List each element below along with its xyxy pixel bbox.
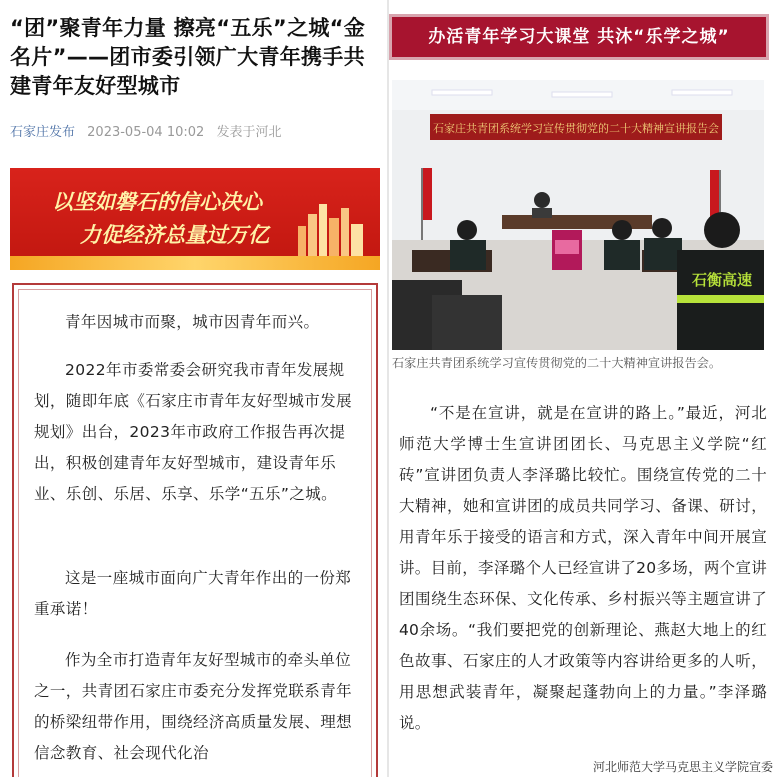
paragraph: 青年因城市而聚，城市因青年而兴。 <box>65 313 320 331</box>
paragraph: 作为全市打造青年友好型城市的牵头单位之一，共青团石家庄市委充分发挥党联系青年的桥梁纽带作用，围绕经济高质量发展、理想信念教育、社会现代化治 <box>34 651 353 762</box>
banner-line-2: 力促经济总量过万亿 <box>80 223 269 247</box>
city-skyline-icon <box>296 196 366 256</box>
section-header <box>389 14 769 60</box>
source-link[interactable]: 石家庄发布 <box>10 125 76 140</box>
backdrop-banner-text: 石家庄共青团系统学习宣传贯彻党的二十大精神宣讲报告会 <box>433 122 719 135</box>
meeting-photo-illustration <box>392 80 764 350</box>
promo-banner <box>10 168 380 270</box>
article-meta <box>10 121 289 140</box>
footer-label: 河北师范大学马克思主义学院宣委 <box>592 760 773 774</box>
publish-location: 发表于河北 <box>216 125 282 140</box>
publish-date: 2023-05-04 10:02 <box>87 125 205 140</box>
article-body-panel <box>12 283 378 777</box>
banner-line-1: 以坚如磐石的信心决心 <box>52 190 262 214</box>
paragraph: “不是在宣讲，就是在宣讲的路上。”最近，河北师范大学博士生宣讲团团长、马克思主义学院“红砖”宣讲团负责人李泽璐比较忙。围绕宣传党的二十大精神，她和宣讲团的成员共同学习、备课、研讨，用青年乐于接受的语言和方式，深入青年中间开展宣讲。目前，李泽璐个人已经宣讲了20多场，两个宣讲团围绕生态环保、文化传承、乡村振兴等主题宣讲了40余场。“我们要把党的创新理论、燕赵大地上的红色故事、石家庄的人才政策等内容讲给更多的人听，用思想武装青年，凝聚起蓬勃向上的力量。”李泽璐说。 <box>399 404 767 732</box>
vest-text: 石衡高速 <box>691 271 753 289</box>
section-header-text: 办活青年学习大课堂 共沐“乐学之城” <box>428 27 730 47</box>
banner-stripe <box>10 256 380 270</box>
left-column <box>0 0 388 777</box>
paragraph: 这是一座城市面向广大青年作出的一份郑重承诺！ <box>34 569 352 618</box>
paragraph: 2022年市委常委会研究我市青年发展规划，随即年底《石家庄市青年友好型城市发展规划》出台，2023年市政府工作报告再次提出，积极创建青年友好型城市，建设青年乐业、乐创、乐居、乐享、乐学“五乐”之城。 <box>34 361 353 503</box>
right-column <box>389 0 777 777</box>
article-title: “团”聚青年力量 擦亮“五乐”之城“金名片”——团市委引领广大青年携手共建青年友好型城市 <box>10 16 366 98</box>
meeting-photo <box>392 80 764 350</box>
photo-caption: 石家庄共青团系统学习宣传贯彻党的二十大精神宣讲报告会。 <box>392 356 722 370</box>
footer-watermark <box>593 758 773 775</box>
